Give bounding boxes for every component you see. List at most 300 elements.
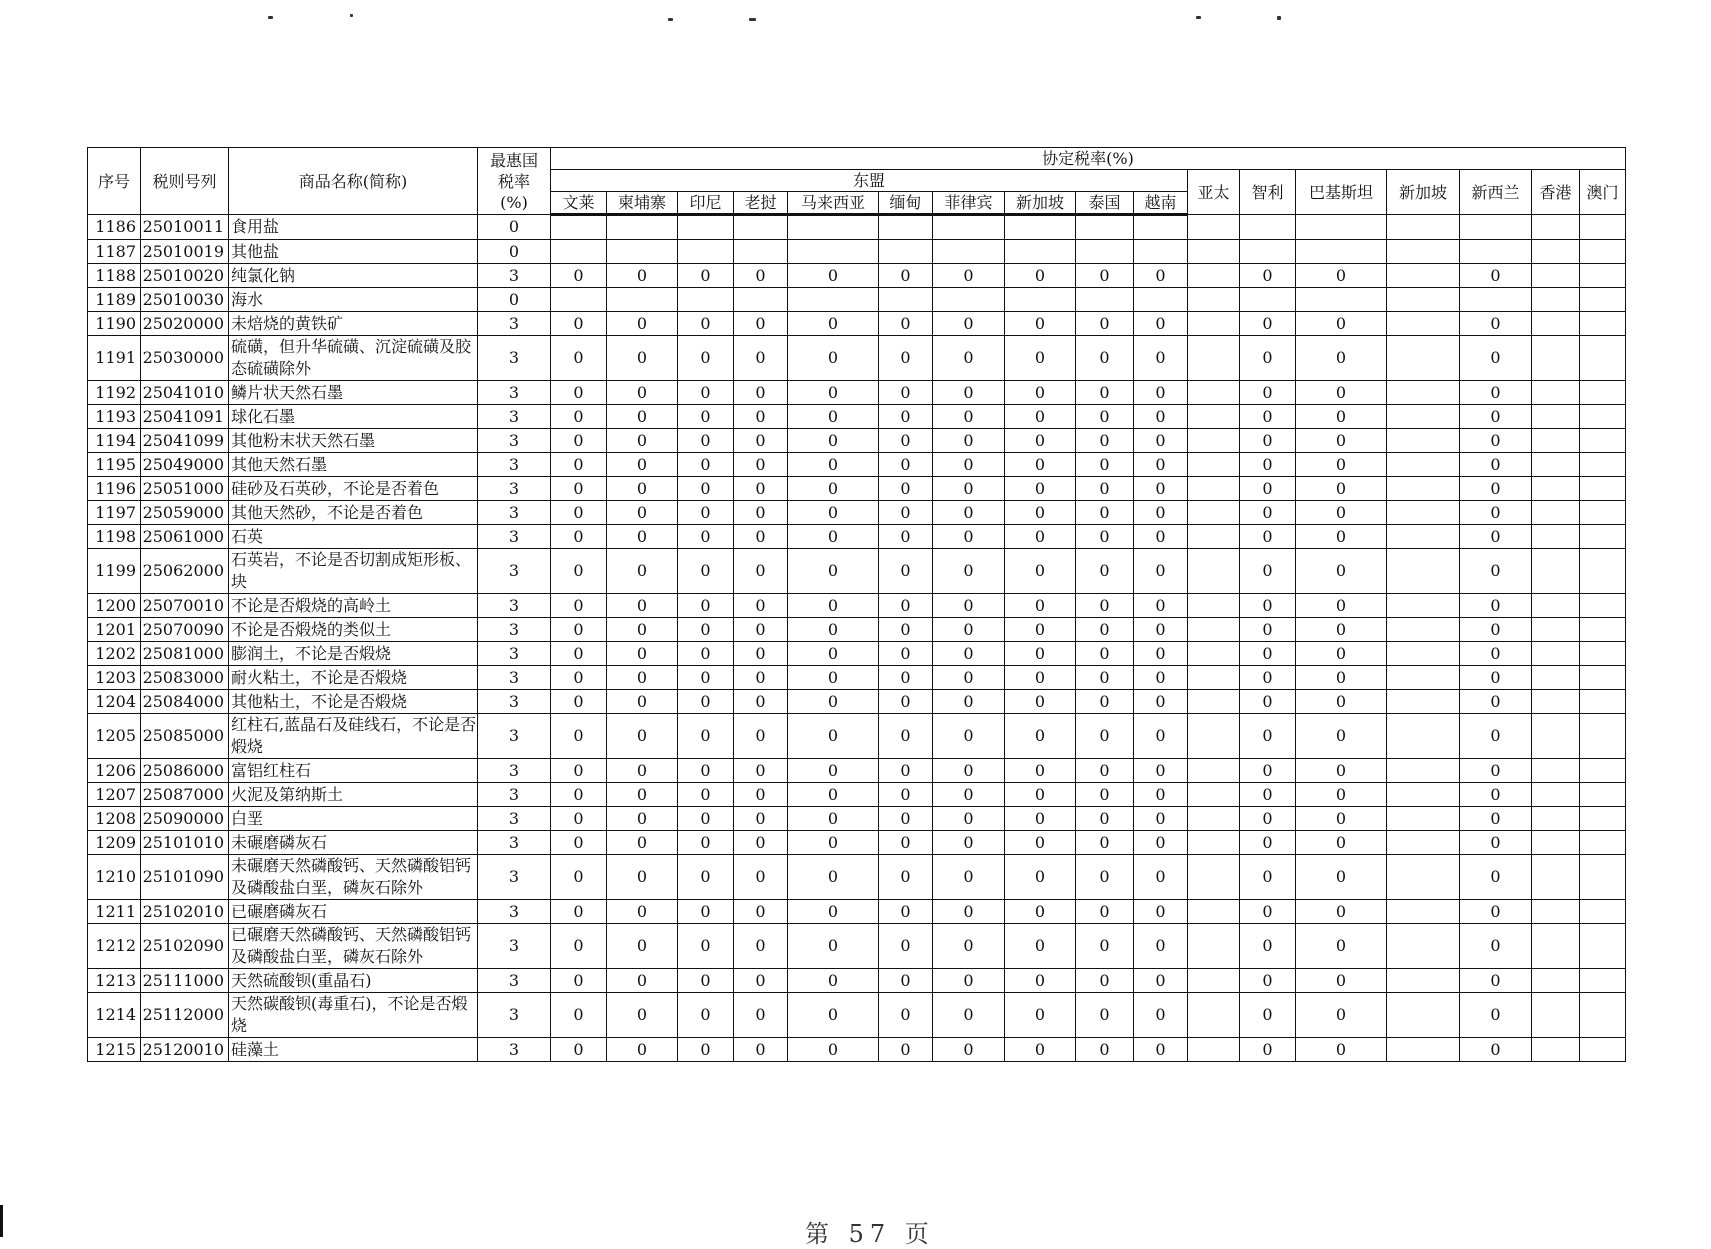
row-agreement-rate: 0 [933,900,1005,924]
row-agreement-rate [1387,312,1460,336]
table-row [88,618,1626,642]
row-agreement-rate: 0 [788,1038,879,1062]
row-product-name: 天然碳酸钡(毒重石)，不论是否煅烧 [229,993,478,1038]
table-row [88,405,1626,429]
row-agreement-rate: 0 [933,501,1005,525]
row-agreement-rate: 0 [1460,690,1532,714]
row-agreement-rate [1188,855,1240,900]
row-agreement-rate: 0 [1460,783,1532,807]
row-agreement-rate [1532,453,1580,477]
row-agreement-rate [1188,690,1240,714]
row-product-name: 膨润土，不论是否煅烧 [229,642,478,666]
row-agreement-rate: 0 [607,666,678,690]
table-row [88,501,1626,525]
row-mfn-rate: 3 [478,453,551,477]
row-agreement-rate: 0 [678,831,734,855]
row-mfn-rate: 3 [478,312,551,336]
row-tariff-code: 25070090 [141,618,229,642]
row-agreement-rate: 0 [734,477,788,501]
row-seq: 1201 [88,618,141,642]
row-agreement-rate [1188,405,1240,429]
row-agreement-rate [1076,288,1134,312]
row-agreement-rate [1580,690,1626,714]
row-agreement-rate: 0 [607,1038,678,1062]
row-seq: 1189 [88,288,141,312]
row-agreement-rate: 0 [933,312,1005,336]
row-agreement-rate [1580,594,1626,618]
row-seq: 1200 [88,594,141,618]
row-seq: 1186 [88,215,141,240]
row-agreement-rate: 0 [734,642,788,666]
row-agreement-rate: 0 [551,405,607,429]
row-seq: 1188 [88,264,141,288]
row-agreement-rate: 0 [788,783,879,807]
row-agreement-rate [879,288,933,312]
row-agreement-rate: 0 [1005,666,1076,690]
row-agreement-rate: 0 [788,312,879,336]
row-agreement-rate: 0 [1296,501,1387,525]
row-agreement-rate [1532,831,1580,855]
row-agreement-rate [1532,525,1580,549]
row-agreement-rate [1387,477,1460,501]
row-agreement-rate: 0 [933,336,1005,381]
row-mfn-rate: 3 [478,969,551,993]
row-agreement-rate [1580,831,1626,855]
row-agreement-rate: 0 [734,336,788,381]
row-agreement-rate: 0 [1076,855,1134,900]
row-agreement-rate: 0 [1134,381,1188,405]
row-agreement-rate: 0 [788,594,879,618]
row-agreement-rate [1580,405,1626,429]
row-agreement-rate: 0 [788,549,879,594]
row-agreement-rate: 0 [1134,618,1188,642]
row-agreement-rate [1580,993,1626,1038]
row-agreement-rate: 0 [1134,336,1188,381]
row-agreement-rate: 0 [1240,714,1296,759]
row-agreement-rate [1580,240,1626,264]
row-tariff-code: 25010011 [141,215,229,240]
row-agreement-rate [1532,477,1580,501]
row-agreement-rate [1188,783,1240,807]
row-agreement-rate [1532,594,1580,618]
row-agreement-rate [1387,405,1460,429]
row-agreement-rate [1188,900,1240,924]
row-agreement-rate: 0 [1240,924,1296,969]
row-tariff-code: 25084000 [141,690,229,714]
row-agreement-rate [1188,381,1240,405]
row-agreement-rate: 0 [607,594,678,618]
row-agreement-rate: 0 [551,381,607,405]
row-agreement-rate: 0 [1240,405,1296,429]
row-agreement-rate: 0 [788,900,879,924]
table-row [88,924,1626,969]
row-seq: 1212 [88,924,141,969]
row-agreement-rate: 0 [879,381,933,405]
row-agreement-rate: 0 [879,642,933,666]
row-agreement-rate: 0 [734,594,788,618]
row-seq: 1192 [88,381,141,405]
row-agreement-rate: 0 [933,807,1005,831]
row-tariff-code: 25102010 [141,900,229,924]
row-product-name: 未碾磨天然磷酸钙、天然磷酸铝钙及磷酸盐白垩，磷灰石除外 [229,855,478,900]
table-row [88,900,1626,924]
row-agreement-rate: 0 [1240,1038,1296,1062]
row-tariff-code: 25085000 [141,714,229,759]
row-agreement-rate: 0 [1076,900,1134,924]
row-agreement-rate: 0 [1240,969,1296,993]
row-agreement-rate: 0 [1134,453,1188,477]
row-agreement-rate: 0 [1240,477,1296,501]
row-agreement-rate: 0 [1134,807,1188,831]
row-agreement-rate [1387,642,1460,666]
row-agreement-rate: 0 [551,549,607,594]
row-agreement-rate: 0 [1134,549,1188,594]
row-agreement-rate [1532,666,1580,690]
row-agreement-rate: 0 [1296,666,1387,690]
row-agreement-rate: 0 [678,690,734,714]
row-agreement-rate [1387,831,1460,855]
row-agreement-rate [1580,477,1626,501]
row-tariff-code: 25087000 [141,783,229,807]
row-agreement-rate: 0 [1076,312,1134,336]
row-agreement-rate: 0 [1134,900,1188,924]
row-agreement-rate [1532,759,1580,783]
row-agreement-rate: 0 [1134,429,1188,453]
table-row [88,336,1626,381]
header-mfn-line3: (%) [500,192,528,212]
header-asean-member: 马来西亚 [788,192,879,215]
header-asean-member: 老挝 [734,192,788,215]
row-agreement-rate: 0 [788,714,879,759]
row-agreement-rate [1005,288,1076,312]
row-seq: 1204 [88,690,141,714]
row-mfn-rate: 3 [478,783,551,807]
row-tariff-code: 25030000 [141,336,229,381]
row-agreement-rate: 0 [1460,900,1532,924]
row-agreement-rate [1532,264,1580,288]
row-agreement-rate: 0 [879,783,933,807]
row-agreement-rate: 0 [1296,381,1387,405]
row-agreement-rate: 0 [1240,501,1296,525]
row-agreement-rate: 0 [788,807,879,831]
row-product-name: 天然硫酸钡(重晶石) [229,969,478,993]
row-agreement-rate: 0 [1005,429,1076,453]
table-row [88,969,1626,993]
row-mfn-rate: 0 [478,240,551,264]
row-seq: 1195 [88,453,141,477]
row-seq: 1202 [88,642,141,666]
row-agreement-rate: 0 [1296,477,1387,501]
header-asean-member: 新加坡 [1005,192,1076,215]
row-agreement-rate [551,288,607,312]
row-agreement-rate [1532,900,1580,924]
row-mfn-rate: 3 [478,690,551,714]
row-agreement-rate: 0 [1076,594,1134,618]
row-agreement-rate: 0 [1076,924,1134,969]
row-agreement-rate: 0 [1005,783,1076,807]
row-agreement-rate [607,288,678,312]
row-agreement-rate: 0 [678,453,734,477]
row-agreement-rate: 0 [734,381,788,405]
row-agreement-rate: 0 [1296,924,1387,969]
row-mfn-rate: 3 [478,549,551,594]
row-agreement-rate [1532,924,1580,969]
header-other-partner: 智利 [1240,170,1296,215]
row-agreement-rate: 0 [1005,618,1076,642]
row-agreement-rate: 0 [551,714,607,759]
row-agreement-rate [1188,501,1240,525]
row-seq: 1215 [88,1038,141,1062]
row-agreement-rate: 0 [607,312,678,336]
row-agreement-rate: 0 [1240,336,1296,381]
row-agreement-rate: 0 [879,429,933,453]
row-agreement-rate: 0 [1296,714,1387,759]
row-product-name: 其他天然石墨 [229,453,478,477]
row-agreement-rate [734,288,788,312]
row-agreement-rate: 0 [1296,690,1387,714]
row-agreement-rate: 0 [1460,993,1532,1038]
row-agreement-rate: 0 [1134,831,1188,855]
table-row [88,855,1626,900]
row-agreement-rate [1580,714,1626,759]
row-product-name: 耐火粘土，不论是否煅烧 [229,666,478,690]
row-agreement-rate: 0 [678,714,734,759]
row-agreement-rate [1532,1038,1580,1062]
row-agreement-rate: 0 [1005,477,1076,501]
row-mfn-rate: 3 [478,501,551,525]
row-agreement-rate: 0 [1076,501,1134,525]
row-agreement-rate [933,240,1005,264]
row-tariff-code: 25049000 [141,453,229,477]
row-seq: 1191 [88,336,141,381]
row-agreement-rate: 0 [1076,690,1134,714]
row-agreement-rate: 0 [678,549,734,594]
row-agreement-rate [1532,215,1580,240]
row-agreement-rate [1240,288,1296,312]
row-agreement-rate [1188,969,1240,993]
row-agreement-rate: 0 [678,924,734,969]
row-agreement-rate: 0 [879,501,933,525]
row-agreement-rate: 0 [788,642,879,666]
row-agreement-rate: 0 [551,477,607,501]
row-agreement-rate: 0 [1296,525,1387,549]
row-agreement-rate: 0 [551,336,607,381]
row-agreement-rate [1188,240,1240,264]
table-row [88,831,1626,855]
row-agreement-rate: 0 [551,642,607,666]
row-seq: 1203 [88,666,141,690]
row-agreement-rate: 0 [1296,429,1387,453]
row-agreement-rate: 0 [734,993,788,1038]
row-agreement-rate: 0 [678,1038,734,1062]
row-agreement-rate [1460,240,1532,264]
row-agreement-rate: 0 [1296,900,1387,924]
row-agreement-rate: 0 [788,690,879,714]
row-agreement-rate: 0 [607,807,678,831]
row-seq: 1190 [88,312,141,336]
row-agreement-rate [1532,969,1580,993]
row-agreement-rate: 0 [879,690,933,714]
header-other-partner: 香港 [1532,170,1580,215]
tariff-table [87,147,1626,1062]
row-agreement-rate: 0 [933,477,1005,501]
row-agreement-rate: 0 [1005,831,1076,855]
row-agreement-rate [1580,900,1626,924]
row-agreement-rate: 0 [1296,783,1387,807]
row-agreement-rate [678,240,734,264]
row-mfn-rate: 3 [478,525,551,549]
row-agreement-rate [1580,1038,1626,1062]
row-product-name: 不论是否煅烧的类似土 [229,618,478,642]
table-row [88,594,1626,618]
row-agreement-rate: 0 [1240,642,1296,666]
row-agreement-rate: 0 [879,525,933,549]
row-agreement-rate: 0 [933,1038,1005,1062]
row-agreement-rate [1387,525,1460,549]
row-agreement-rate [1532,240,1580,264]
row-agreement-rate: 0 [879,453,933,477]
row-agreement-rate [1460,288,1532,312]
row-agreement-rate: 0 [1296,831,1387,855]
row-agreement-rate [1188,477,1240,501]
row-agreement-rate [1387,807,1460,831]
row-agreement-rate: 0 [734,831,788,855]
header-other-partner: 新西兰 [1460,170,1532,215]
row-agreement-rate: 0 [1296,549,1387,594]
row-agreement-rate: 0 [678,525,734,549]
row-agreement-rate [1188,1038,1240,1062]
row-agreement-rate: 0 [1005,1038,1076,1062]
row-agreement-rate: 0 [1296,618,1387,642]
row-agreement-rate: 0 [1005,807,1076,831]
row-agreement-rate [734,215,788,240]
row-agreement-rate: 0 [1460,831,1532,855]
row-agreement-rate [879,215,933,240]
header-asean-member: 泰国 [1076,192,1134,215]
row-agreement-rate [551,240,607,264]
row-agreement-rate: 0 [1076,336,1134,381]
row-agreement-rate: 0 [1005,969,1076,993]
row-agreement-rate: 0 [1240,783,1296,807]
row-agreement-rate [1532,336,1580,381]
row-agreement-rate: 0 [1240,429,1296,453]
row-product-name: 硅砂及石英砂，不论是否着色 [229,477,478,501]
row-agreement-rate [1387,288,1460,312]
row-agreement-rate [1387,714,1460,759]
table-row [88,429,1626,453]
row-seq: 1196 [88,477,141,501]
row-agreement-rate [1387,429,1460,453]
row-agreement-rate: 0 [788,924,879,969]
row-agreement-rate: 0 [788,453,879,477]
scan-edge-mark [0,1205,3,1237]
row-agreement-rate: 0 [1460,549,1532,594]
row-agreement-rate: 0 [1296,405,1387,429]
row-agreement-rate: 0 [607,642,678,666]
row-agreement-rate: 0 [788,855,879,900]
row-agreement-rate [1580,759,1626,783]
row-agreement-rate: 0 [879,831,933,855]
row-agreement-rate [1076,215,1134,240]
row-agreement-rate: 0 [1460,642,1532,666]
row-agreement-rate: 0 [933,549,1005,594]
row-agreement-rate [1532,690,1580,714]
row-agreement-rate: 0 [1460,714,1532,759]
row-agreement-rate: 0 [879,993,933,1038]
table-row [88,381,1626,405]
row-agreement-rate: 0 [1134,594,1188,618]
row-mfn-rate: 3 [478,1038,551,1062]
row-agreement-rate: 0 [1296,312,1387,336]
row-agreement-rate [1532,381,1580,405]
row-agreement-rate [1580,525,1626,549]
row-mfn-rate: 3 [478,405,551,429]
header-asean-member: 缅甸 [879,192,933,215]
row-agreement-rate [1580,924,1626,969]
row-product-name: 白垩 [229,807,478,831]
row-agreement-rate: 0 [788,336,879,381]
row-agreement-rate: 0 [933,783,1005,807]
row-seq: 1199 [88,549,141,594]
row-agreement-rate [1532,807,1580,831]
row-agreement-rate: 0 [1134,405,1188,429]
row-mfn-rate: 3 [478,900,551,924]
row-tariff-code: 25061000 [141,525,229,549]
row-mfn-rate: 3 [478,924,551,969]
row-agreement-rate: 0 [678,594,734,618]
row-agreement-rate [1188,453,1240,477]
row-agreement-rate: 0 [607,924,678,969]
row-agreement-rate: 0 [1296,642,1387,666]
row-agreement-rate [1580,807,1626,831]
row-seq: 1207 [88,783,141,807]
row-agreement-rate [1188,618,1240,642]
row-agreement-rate: 0 [678,759,734,783]
row-agreement-rate: 0 [1460,855,1532,900]
row-agreement-rate: 0 [1460,312,1532,336]
row-agreement-rate: 0 [1460,336,1532,381]
row-agreement-rate: 0 [678,642,734,666]
row-agreement-rate: 0 [1460,264,1532,288]
row-agreement-rate [1532,855,1580,900]
row-agreement-rate: 0 [1240,618,1296,642]
row-tariff-code: 25101090 [141,855,229,900]
row-tariff-code: 25010020 [141,264,229,288]
row-tariff-code: 25120010 [141,1038,229,1062]
header-other-partner: 新加坡 [1387,170,1460,215]
row-agreement-rate [1188,525,1240,549]
row-agreement-rate: 0 [734,759,788,783]
row-agreement-rate: 0 [1076,831,1134,855]
row-mfn-rate: 3 [478,807,551,831]
row-agreement-rate [1387,993,1460,1038]
row-agreement-rate: 0 [879,666,933,690]
row-agreement-rate: 0 [879,405,933,429]
row-agreement-rate: 0 [1076,453,1134,477]
row-agreement-rate: 0 [678,969,734,993]
row-agreement-rate: 0 [879,714,933,759]
row-agreement-rate: 0 [1076,807,1134,831]
header-mfn-line2: 税率 [497,171,530,191]
row-agreement-rate: 0 [1005,381,1076,405]
row-agreement-rate: 0 [607,855,678,900]
row-agreement-rate: 0 [1134,924,1188,969]
row-agreement-rate: 0 [788,831,879,855]
row-agreement-rate: 0 [879,969,933,993]
row-agreement-rate [1387,924,1460,969]
row-agreement-rate: 0 [1240,807,1296,831]
row-agreement-rate: 0 [1005,714,1076,759]
